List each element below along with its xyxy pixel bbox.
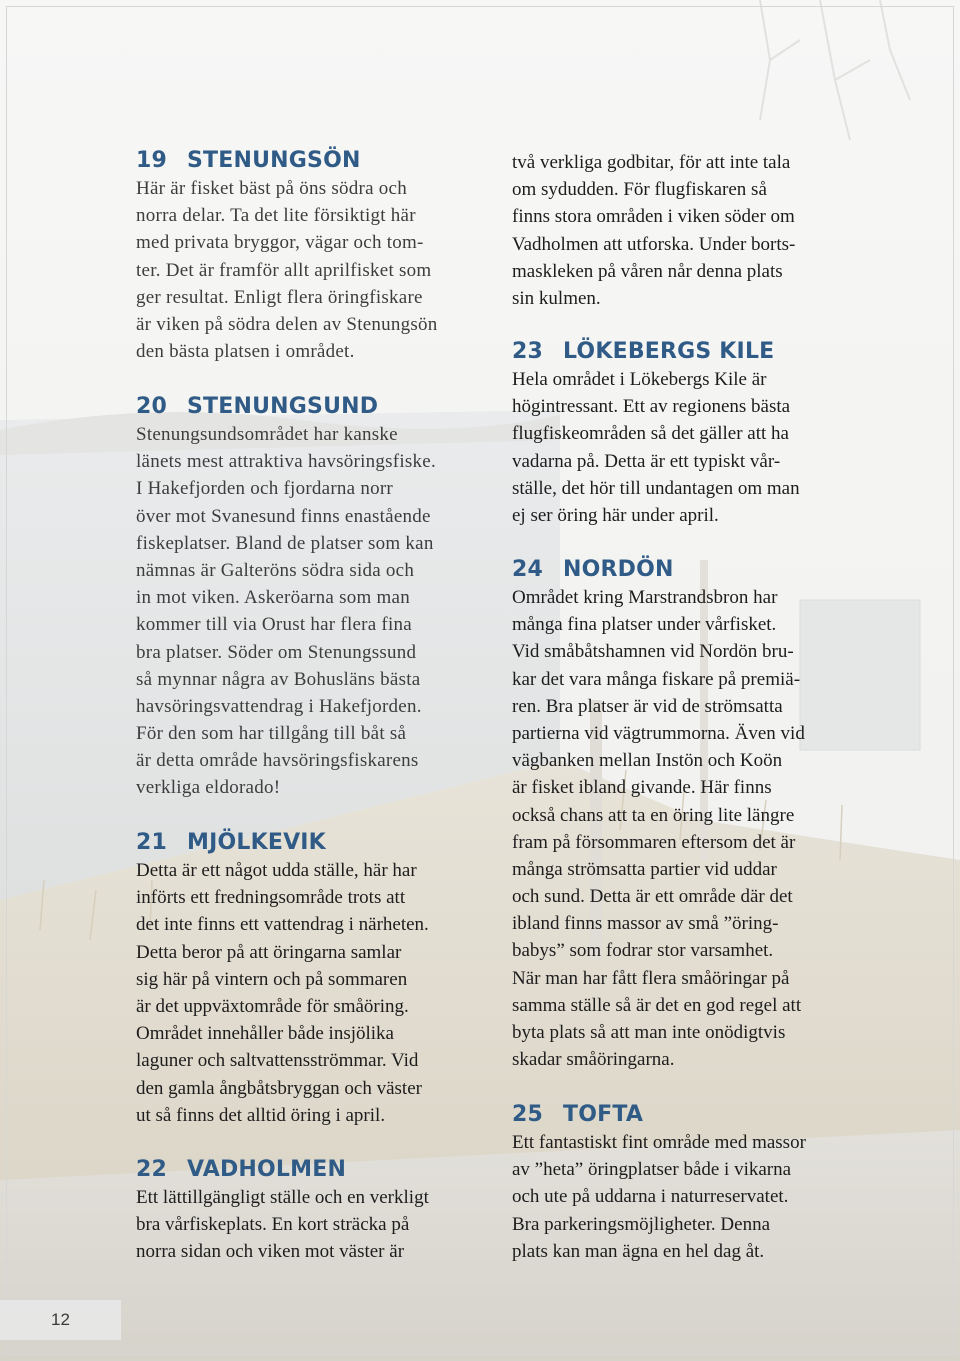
body-line: den bästa platsen i området. [136, 341, 355, 363]
body-line: norra sidan och viken mot väster är [136, 1241, 405, 1263]
body-line: länets mest attraktiva havsöringsfiske. [136, 451, 436, 473]
body-line: så mynnar några av Bohusläns bästa [136, 668, 421, 690]
section-heading [136, 828, 516, 857]
section-heading [136, 1155, 516, 1184]
section-heading [512, 1100, 892, 1129]
section-title: STENUNGSÖN [187, 148, 361, 173]
body-line: ut så finns det alltid öring i april. [136, 1104, 386, 1126]
body-line: också chans att ta en öring lite längre [512, 804, 795, 826]
section-title: MJÖLKEVIK [187, 830, 326, 855]
body-line: och sund. Detta är ett område där det [512, 886, 793, 908]
body-line: ren. Bra platser är vid de strömsatta [512, 695, 783, 717]
section-number: 21 [136, 830, 168, 855]
body-line: maskleken på våren når denna plats [512, 260, 783, 282]
body-line: Hela området i Lökebergs Kile är [512, 369, 767, 390]
section-21 [136, 828, 516, 1129]
section-25 [512, 1100, 892, 1265]
section-body [512, 1129, 892, 1265]
body-line: I Hakefjorden och fjordarna norr [136, 478, 393, 500]
section-body [136, 175, 516, 365]
section-body [136, 857, 516, 1129]
body-line: över mot Svanesund finns enastående [136, 505, 431, 527]
section-body [136, 1184, 516, 1266]
section-body [136, 421, 516, 802]
body-line: det inte finns ett vattendrag i närheten. [136, 914, 429, 936]
body-line: in mot viken. Askeröarna som man [136, 587, 410, 609]
section-number: 23 [512, 339, 544, 364]
body-line: Området kring Marstrandsbron har [512, 587, 778, 608]
body-line: Vid småbåtshamnen vid Nordön bru- [512, 641, 794, 663]
body-line: vägbanken mellan Instön och Koön [512, 750, 783, 772]
body-line: är fisket ibland givande. Här finns [512, 777, 772, 799]
body-line: samma ställe så är det en god regel att [512, 994, 802, 1016]
body-line: fiskeplatser. Bland de platser som kan [136, 532, 434, 554]
section-heading [512, 555, 892, 584]
section-number: 20 [136, 394, 168, 419]
body-line: ibland finns massor av små ”öring- [512, 913, 779, 935]
body-line: havsöringsvattendrag i Hakefjorden. [136, 695, 422, 717]
body-line: är viken på södra delen av Stenungsön [136, 313, 438, 335]
section-19 [136, 146, 516, 365]
body-line: ej ser öring här under april. [512, 504, 719, 526]
body-line: Här är fisket bäst på öns södra och [136, 178, 407, 199]
body-line: norra delar. Ta det lite försiktigt här [136, 205, 416, 227]
body-line: och ute på uddarna i naturreservatet. [512, 1186, 789, 1208]
body-line: bra platser. Söder om Stenungssund [136, 641, 417, 663]
body-line: med privata bryggor, vägar och tom- [136, 232, 424, 254]
body-line: finns stora områden i viken söder om [512, 206, 795, 228]
body-line: partierna vid vägtrummorna. Även vid [512, 722, 805, 744]
body-line: är det uppväxtområde för småöring. [136, 995, 409, 1017]
body-line: många strömsatta partier vid uddar [512, 858, 777, 880]
body-line: kar det vara många fiskare på premiä- [512, 668, 801, 690]
body-line: verkliga eldorado! [136, 777, 281, 799]
body-line: flugfiskeområden så det gäller att ha [512, 423, 789, 445]
body-line: många fina platser under vårfisket. [512, 614, 777, 636]
body-line: fram på försommaren eftersom det är [512, 831, 796, 853]
section-body [512, 584, 892, 1073]
body-line: plats kan man ägna en hel dag åt. [512, 1240, 765, 1262]
section-number: 25 [512, 1102, 544, 1127]
body-line: två verkliga godbitar, för att inte tala [512, 152, 791, 173]
body-line: nämnas är Galteröns södra sida och [136, 559, 415, 581]
body-line: om sydudden. För flugfiskaren så [512, 179, 767, 201]
body-line: Området innehåller både insjölika [136, 1023, 394, 1045]
body-line: När man har fått flera småöringar på [512, 967, 790, 989]
section-heading [136, 392, 516, 421]
body-line: bra vårfiskeplats. En kort sträcka på [136, 1214, 410, 1236]
section-heading [512, 337, 892, 366]
section-body [512, 366, 892, 529]
body-line: ställe, det hör till undantagen om man [512, 477, 800, 499]
body-line: byta plats så att man inte onödigtvis [512, 1022, 786, 1043]
section-title: VADHOLMEN [187, 1157, 347, 1182]
body-line: av ”heta” öringplatser både i vikarna [512, 1159, 792, 1181]
section-22 [136, 1155, 516, 1266]
section-22-continued [512, 149, 892, 312]
body-line: införts ett fredningsområde trots att [136, 887, 406, 909]
body-line: sig här på vintern och på sommaren [136, 968, 408, 990]
body-line: laguner och saltvattensströmmar. Vid [136, 1050, 419, 1072]
section-23 [512, 337, 892, 529]
body-line: är detta område havsöringsfiskarens [136, 750, 419, 772]
body-line: Detta beror på att öringarna samlar [136, 941, 402, 963]
body-line: vadarna på. Detta är ett typiskt vår- [512, 450, 781, 472]
section-20 [136, 392, 516, 802]
section-body [512, 149, 892, 312]
body-line: den gamla ångbåtsbryggan och väster [136, 1077, 422, 1099]
body-line: skadar småöringarna. [512, 1049, 675, 1071]
body-line: Ett lättillgängligt ställe och en verkligt [136, 1187, 429, 1208]
body-line: För den som har tillgång till båt så [136, 723, 407, 745]
section-heading [136, 146, 516, 175]
section-title: LÖKEBERGS KILE [563, 339, 775, 364]
body-line: kommer till via Orust har flera fina [136, 614, 412, 636]
body-line: babys” som fodrar stor varsamhet. [512, 940, 774, 962]
body-line: högintressant. Ett av regionens bästa [512, 396, 791, 418]
section-number: 22 [136, 1157, 168, 1182]
body-line: Detta är ett något udda ställe, här har [136, 860, 417, 881]
body-line: ger resultat. Enligt flera öringfiskare [136, 286, 423, 308]
body-line: Bra parkeringsmöjligheter. Denna [512, 1213, 771, 1235]
body-line: sin kulmen. [512, 287, 601, 309]
body-line: Ett fantastiskt fint område med massor [512, 1132, 806, 1153]
body-line: Stenungsundsområdet har kanske [136, 424, 398, 445]
section-24 [512, 555, 892, 1073]
section-title: TOFTA [563, 1102, 644, 1127]
section-number: 24 [512, 557, 544, 582]
body-line: Vadholmen att utforska. Under borts- [512, 233, 796, 255]
section-number: 19 [136, 148, 168, 173]
body-line: ter. Det är framför allt aprilfisket som [136, 259, 432, 281]
page-number: 12 [0, 1300, 121, 1340]
section-title: NORDÖN [563, 557, 674, 582]
section-title: STENUNGSUND [187, 394, 379, 419]
